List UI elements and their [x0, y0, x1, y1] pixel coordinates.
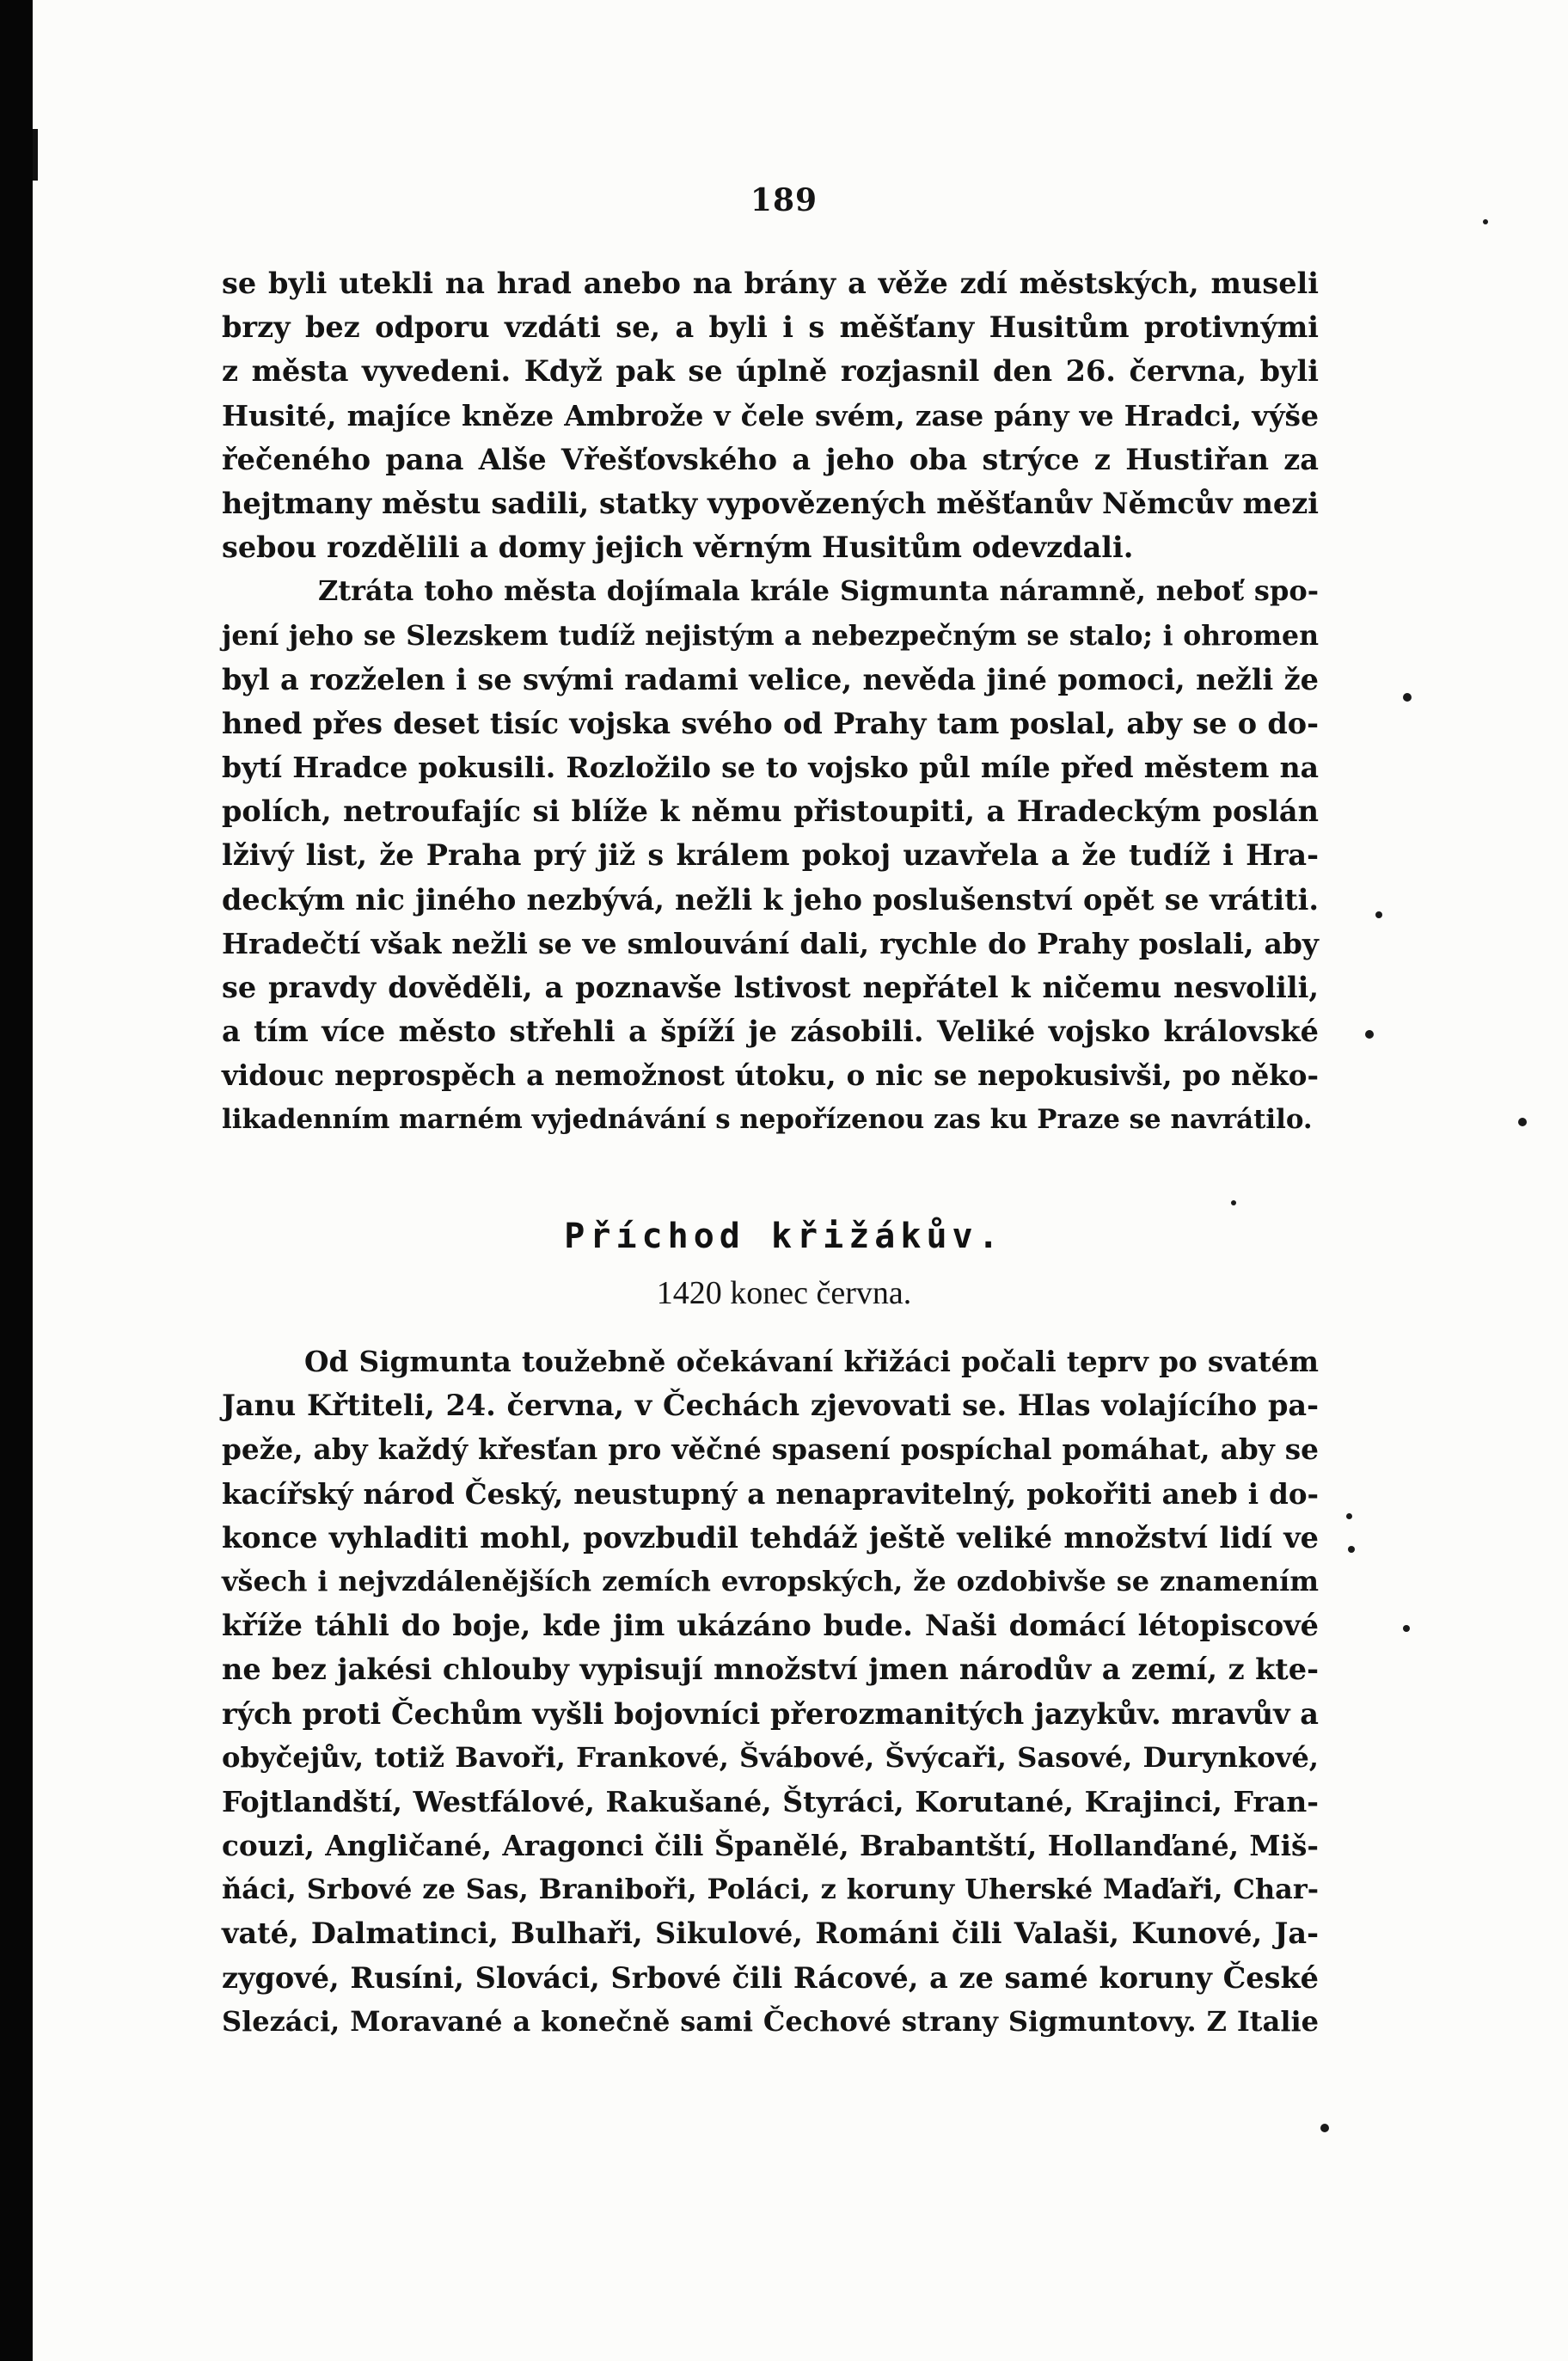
- text-line: Slezáci, Moravané a konečně sami Čechové strany Sigmuntovy. Z Italie: [222, 2004, 1319, 2038]
- text-line: kacířský národ Český, neustupný a nenapravitelný, pokořiti aneb i do-: [222, 1476, 1319, 1511]
- text-line: Ztráta toho města dojímala krále Sigmunta náramně, neboť spo-: [318, 574, 1319, 608]
- text-line: sebou rozdělili a domy jejich věrným Husitům odevzdali.: [222, 530, 1134, 565]
- scan-speck: [1348, 1546, 1355, 1553]
- text-line: vaté, Dalmatinci, Bulhaři, Sikulové, Románi čili Valaši, Kunové, Ja-: [222, 1916, 1319, 1951]
- text-line: vidouc neprospěch a nemožnost útoku, o nic se nepokusivši, po něko-: [222, 1058, 1319, 1093]
- text-line: Od Sigmunta toužebně očekávaní křižáci počali teprv po svatém: [304, 1345, 1319, 1378]
- scan-speck: [1231, 1200, 1236, 1205]
- text-line: byl a rozželen i se svými radami velice, nevěda jiné pomoci, nežli že: [222, 662, 1319, 696]
- text-line: zygové, Rusíni, Slováci, Srbové čili Rácové, a ze samé koruny České: [222, 1960, 1319, 1995]
- section-date: 1420 konec června.: [656, 1275, 912, 1311]
- scan-edge-mark: [33, 129, 38, 181]
- text-line: Janu Křtiteli, 24. června, v Čechách zjevovati se. Hlas volajícího pa-: [222, 1389, 1319, 1423]
- text-line: se byli utekli na hrad anebo na brány a věže zdí městských, museli: [222, 267, 1319, 300]
- text-line: brzy bez odporu vzdáti se, a byli i s měšťany Husitům protivnými: [222, 310, 1319, 345]
- text-line: ňáci, Srbové ze Sas, Braniboři, Poláci, z koruny Uherské Maďaři, Char-: [222, 1873, 1319, 1906]
- text-line: polích, netroufajíc si blíže k němu přistoupiti, a Hradeckým poslán: [222, 794, 1319, 829]
- text-line: hejtmany městu sadili, statky vypovězených měšťanův Němcův mezi: [222, 486, 1319, 520]
- text-line: bytí Hradce pokusili. Rozložilo se to vojsko půl míle před městem na: [222, 751, 1319, 785]
- scan-speck: [1518, 1118, 1527, 1126]
- text-line: Fojtlandští, Westfálové, Rakušané, Štyráci, Korutané, Krajinci, Fran-: [222, 1784, 1319, 1818]
- text-line: couzi, Angličané, Aragonci čili Španělé, Brabantští, Hollanďané, Miš-: [222, 1829, 1319, 1863]
- scan-speck: [1320, 2124, 1329, 2132]
- scan-speck: [1403, 693, 1412, 702]
- text-line: konce vyhladiti mohl, povzbudil tehdáž ještě veliké množství lidí ve: [222, 1520, 1319, 1555]
- text-line: peže, aby každý křesťan pro věčné spasení pospíchal pomáhat, aby se: [222, 1432, 1319, 1467]
- text-line: deckým nic jiného nezbývá, nežli k jeho poslušenství opět se vrátiti.: [222, 882, 1319, 917]
- scan-speck: [1483, 219, 1488, 224]
- scan-speck: [1403, 1625, 1410, 1632]
- text-line: se pravdy dověděli, a poznavše lstivost nepřátel k ničemu nesvolili,: [222, 971, 1319, 1004]
- text-line: jení jeho se Slezskem tudíž nejistým a nebezpečným se stalo; i ohromen: [222, 619, 1319, 652]
- text-line: a tím více město střehli a špíží je zásobili. Veliké vojsko královské: [222, 1015, 1319, 1049]
- text-line: ne bez jakési chlouby vypisují množství jmen národův a zemí, z kte-: [222, 1653, 1319, 1687]
- text-line: řečeného pana Alše Vřešťovského a jeho oba strýce z Hustiřan za: [222, 442, 1319, 476]
- text-block-after-section: [222, 1340, 1319, 2044]
- scan-speck: [1365, 1030, 1374, 1039]
- text-line: likadenním marném vyjednávání s nepořízenou zas ku Praze se navrátilo.: [222, 1103, 1313, 1135]
- text-line: hned přes deset tisíc vojska svého od Prahy tam poslal, aby se o do-: [222, 706, 1319, 740]
- text-line: z města vyvedeni. Když pak se úplně rozjasnil den 26. června, byli: [222, 354, 1319, 389]
- scan-speck: [1346, 1513, 1352, 1519]
- text-line: kříže táhli do boje, kde jim ukázáno bude. Naši domácí létopiscové: [222, 1609, 1319, 1643]
- page-number: 189: [750, 182, 818, 218]
- text-line: Hradečtí však nežli se ve smlouvání dali, rychle do Prahy poslali, aby: [222, 926, 1319, 960]
- text-line: obyčejův, totiž Bavoři, Frankové, Švábové, Švýcaři, Sasové, Durynkové,: [222, 1740, 1319, 1774]
- text-block-before-section: [222, 261, 1319, 1142]
- scan-speck: [1375, 911, 1382, 918]
- text-line: všech i nejvzdálenějších zemích evropských, že ozdobivše se znamením: [222, 1564, 1319, 1598]
- text-line: lživý list, že Praha prý již s králem pokoj uzavřela a že tudíž i Hra-: [222, 838, 1319, 873]
- section-title: Příchod křižákův.: [564, 1217, 1004, 1256]
- text-line: rých proti Čechům vyšli bojovníci přerozmanitých jazykův. mravův a: [222, 1696, 1319, 1731]
- text-line: Husité, majíce kněze Ambrože v čele svém, zase pány ve Hradci, výše: [222, 398, 1319, 432]
